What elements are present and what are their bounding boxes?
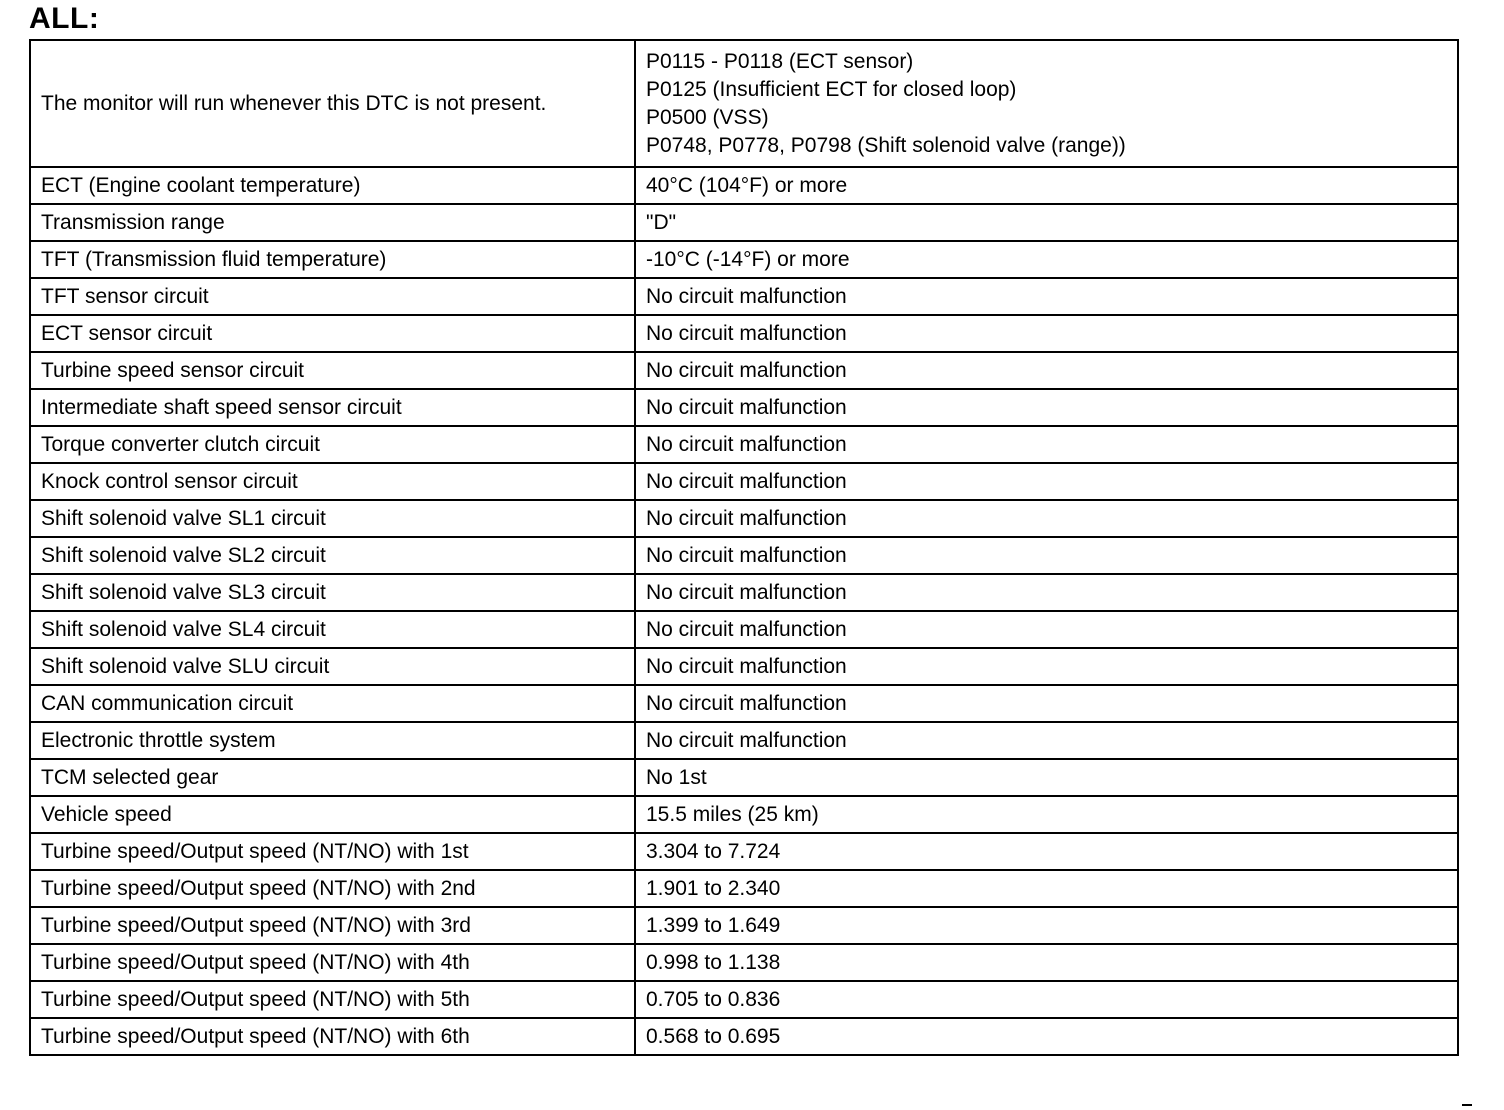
table-cell-value: 1.399 to 1.649 bbox=[635, 907, 1458, 944]
table-cell-value: -10°C (-14°F) or more bbox=[635, 241, 1458, 278]
dtc-list-item: P0115 - P0118 (ECT sensor) bbox=[646, 49, 914, 73]
table-cell-value: No circuit malfunction bbox=[635, 426, 1458, 463]
table-row bbox=[30, 870, 1458, 907]
table-cell-value: No circuit malfunction bbox=[635, 315, 1458, 352]
table-row bbox=[30, 759, 1458, 796]
table-cell-value: No circuit malfunction bbox=[635, 722, 1458, 759]
table-cell-item: TFT (Transmission fluid temperature) bbox=[30, 241, 635, 278]
table-cell-item: TFT sensor circuit bbox=[30, 278, 635, 315]
table-row bbox=[30, 981, 1458, 1018]
table-row bbox=[30, 833, 1458, 870]
table-row bbox=[30, 574, 1458, 611]
table-cell-item: The monitor will run whenever this DTC is not present. bbox=[30, 40, 635, 167]
table-cell-value: No circuit malfunction bbox=[635, 685, 1458, 722]
table-row bbox=[30, 241, 1458, 278]
table-cell-value: No circuit malfunction bbox=[635, 537, 1458, 574]
table-row bbox=[30, 537, 1458, 574]
table-cell-item: ECT (Engine coolant temperature) bbox=[30, 167, 635, 204]
table-row bbox=[30, 500, 1458, 537]
dtc-list-item: P0125 (Insufficient ECT for closed loop) bbox=[646, 77, 1017, 101]
dtc-list-item: P0748, P0778, P0798 (Shift solenoid valve (range)) bbox=[646, 133, 1126, 157]
table-cell-item: Turbine speed sensor circuit bbox=[30, 352, 635, 389]
table-row bbox=[30, 685, 1458, 722]
table-row bbox=[30, 1018, 1458, 1055]
table-cell-value: No circuit malfunction bbox=[635, 648, 1458, 685]
table-row bbox=[30, 315, 1458, 352]
table-cell-item: Vehicle speed bbox=[30, 796, 635, 833]
table-row bbox=[30, 463, 1458, 500]
table-cell-item: Shift solenoid valve SLU circuit bbox=[30, 648, 635, 685]
table-row bbox=[30, 389, 1458, 426]
table-cell-item: Shift solenoid valve SL2 circuit bbox=[30, 537, 635, 574]
table-row bbox=[30, 907, 1458, 944]
table-cell-item: ECT sensor circuit bbox=[30, 315, 635, 352]
table-cell-item: Intermediate shaft speed sensor circuit bbox=[30, 389, 635, 426]
table-cell-value: No circuit malfunction bbox=[635, 389, 1458, 426]
table-cell-item: CAN communication circuit bbox=[30, 685, 635, 722]
table-row bbox=[30, 167, 1458, 204]
table-cell-value: 3.304 to 7.724 bbox=[635, 833, 1458, 870]
table-cell-value: No circuit malfunction bbox=[635, 611, 1458, 648]
table-row bbox=[30, 648, 1458, 685]
table-cell-value: 40°C (104°F) or more bbox=[635, 167, 1458, 204]
table-row bbox=[30, 426, 1458, 463]
table-cell-item: Transmission range bbox=[30, 204, 635, 241]
table-cell-item: Shift solenoid valve SL3 circuit bbox=[30, 574, 635, 611]
table-cell-value: 0.998 to 1.138 bbox=[635, 944, 1458, 981]
table-cell-item: Turbine speed/Output speed (NT/NO) with 4th bbox=[30, 944, 635, 981]
table-cell-value: No circuit malfunction bbox=[635, 278, 1458, 315]
table-cell-value: No circuit malfunction bbox=[635, 352, 1458, 389]
table-cell-item: Knock control sensor circuit bbox=[30, 463, 635, 500]
table-row bbox=[30, 944, 1458, 981]
table-cell-value: 15.5 miles (25 km) bbox=[635, 796, 1458, 833]
table-row bbox=[30, 796, 1458, 833]
table-cell-item: Turbine speed/Output speed (NT/NO) with 1st bbox=[30, 833, 635, 870]
table-cell-value: No 1st bbox=[635, 759, 1458, 796]
table-row bbox=[30, 352, 1458, 389]
monitor-conditions-table bbox=[29, 39, 1459, 1056]
table-cell-value: No circuit malfunction bbox=[635, 463, 1458, 500]
table-cell-item: TCM selected gear bbox=[30, 759, 635, 796]
table-cell-item: Electronic throttle system bbox=[30, 722, 635, 759]
table-cell-item: Turbine speed/Output speed (NT/NO) with 6th bbox=[30, 1018, 635, 1055]
table-cell-item: Turbine speed/Output speed (NT/NO) with 2nd bbox=[30, 870, 635, 907]
table-row-dtc bbox=[30, 40, 1458, 167]
table-cell-item: Torque converter clutch circuit bbox=[30, 426, 635, 463]
section-heading: ALL: bbox=[29, 2, 100, 35]
table-cell-item: Shift solenoid valve SL1 circuit bbox=[30, 500, 635, 537]
table-cell-value: 0.568 to 0.695 bbox=[635, 1018, 1458, 1055]
table-row bbox=[30, 722, 1458, 759]
table-cell-value: No circuit malfunction bbox=[635, 500, 1458, 537]
table-row bbox=[30, 278, 1458, 315]
page-end-mark bbox=[1462, 1104, 1472, 1106]
conditions-table-body bbox=[30, 40, 1458, 1055]
dtc-list-item: P0500 (VSS) bbox=[646, 105, 769, 129]
table-cell-dtc-list bbox=[635, 40, 1458, 167]
table-row bbox=[30, 204, 1458, 241]
table-cell-item: Turbine speed/Output speed (NT/NO) with 5th bbox=[30, 981, 635, 1018]
table-cell-value: No circuit malfunction bbox=[635, 574, 1458, 611]
table-cell-value: 0.705 to 0.836 bbox=[635, 981, 1458, 1018]
table-cell-item: Turbine speed/Output speed (NT/NO) with 3rd bbox=[30, 907, 635, 944]
table-cell-value: 1.901 to 2.340 bbox=[635, 870, 1458, 907]
table-cell-item: Shift solenoid valve SL4 circuit bbox=[30, 611, 635, 648]
table-cell-value: "D" bbox=[635, 204, 1458, 241]
table-row bbox=[30, 611, 1458, 648]
